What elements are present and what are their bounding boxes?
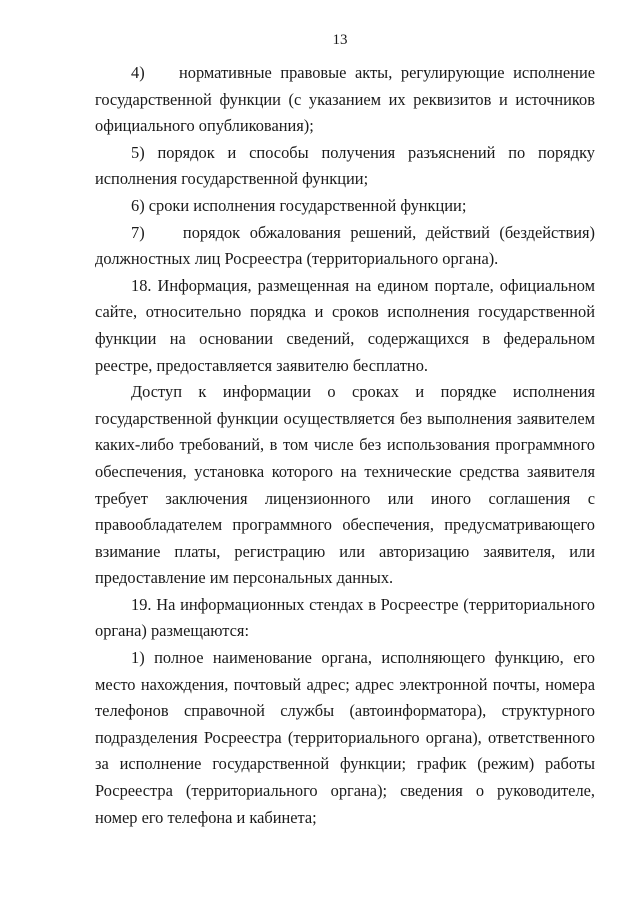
page-number: 13 [332,32,348,48]
paragraph-section-18: 18. Информация, размещенная на едином портале, официальном сайте, относительно порядка и сроков исполнения государственной функции на основании сведений, содержащихся в федеральном реестре, предоставляется заявителю бесплатно. [95,275,595,375]
paragraph-item-7: 7) порядок обжалования решений, действий (бездействия) должностных лиц Росреестра (территориального органа). [95,222,595,269]
paragraph-access-info: Доступ к информации о сроках и порядке исполнения государственной функции осуществляется без выполнения заявителем каких-либо требований, в том числе без использования программного обеспечения, установка которого на технические средства заявителя требует заключения лицензионного или иного соглашения с правообладателем программного обеспечения, предусматривающего взимание платы, регистрацию или авторизацию заявителя, или предоставление им персональных данных. [95,382,595,588]
paragraph-section-19: 19. На информационных стендах в Росреестре (территориального органа) размещаются: [95,594,595,641]
document-body [95,60,595,831]
paragraph-item-4: 4) нормативные правовые акты, регулирующие исполнение государственной функции (с указанием их реквизитов и источников официального опубликования); [95,63,595,136]
paragraph-item-6: 6) сроки исполнения государственной функции; [131,195,467,215]
paragraph-item-19-1: 1) полное наименование органа, исполняющего функцию, его место нахождения, почтовый адрес; адрес электронной почты, номера телефонов справочной службы (автоинформатора), структурного подразделения Росреестра (территориального органа), ответственного за исполнение государственной функции; график (режим) работы Росреестра (территориального органа); сведения о руководителе, номер его телефона и кабинета; [95,648,595,827]
paragraph-item-5: 5) порядок и способы получения разъяснений по порядку исполнения государственной функции; [95,142,595,189]
